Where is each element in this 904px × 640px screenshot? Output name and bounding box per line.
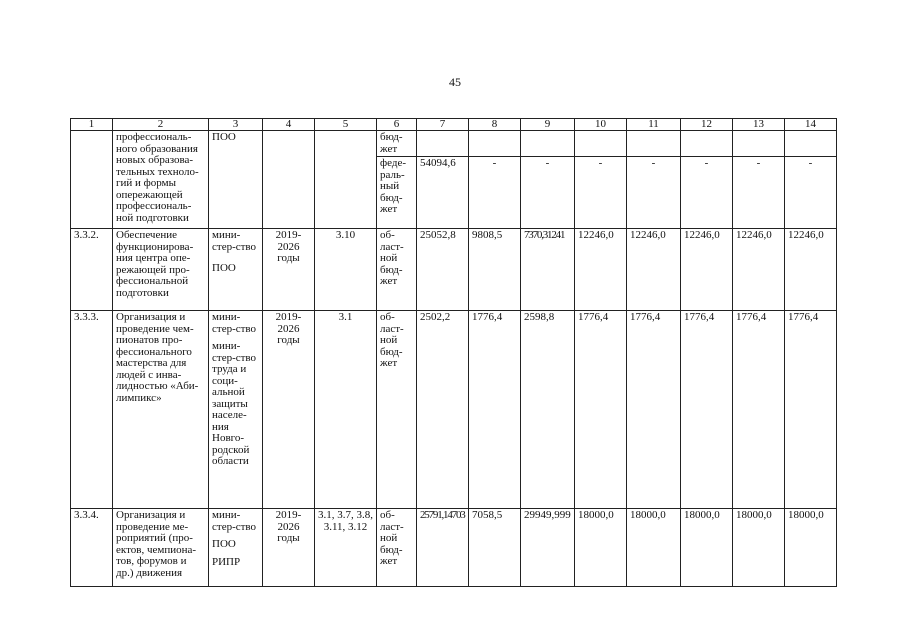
cell-value: 12246,0 [733,229,785,311]
cell-name: Организация и проведение ме-роприятий (про-ектов, чемпиона-тов, форумов и др.) движения [113,509,209,587]
col-header: 7 [417,119,469,131]
cell-value: - [469,157,521,229]
cell-term: 2019-2026 годы [263,311,315,509]
cell-value: 18000,0 [627,509,681,587]
cell-indicator: 3.1 [315,311,377,509]
cell-value: 54094,6 [417,157,469,229]
executor-line: мини-стер-ство [212,509,257,533]
col-header: 8 [469,119,521,131]
table-row [71,509,837,587]
cell-value: 12246,0 [785,229,837,311]
cell-term: 2019-2026 годы [263,229,315,311]
cell-executor [209,229,263,311]
cell-value [469,131,521,157]
cell-value: 18000,0 [575,509,627,587]
cell-value: 12246,0 [575,229,627,311]
cell-name: Организация и проведение чем-пионатов про-фессионального мастерства для людей с инва-лидностью «Аби-лимпикс» [113,311,209,509]
cell-value: 9808,5 [469,229,521,311]
cell-value: 1776,4 [627,311,681,509]
cell-source: об-ласт-ной бюд-жет [377,509,417,587]
cell-value: - [575,157,627,229]
executor-line: ПОО [212,538,236,550]
cell-value: 12246,0 [627,229,681,311]
cell-value [681,131,733,157]
cell-executor: ПОО [209,131,263,229]
cell-indicator: 3.10 [315,229,377,311]
cell-num: 3.3.3. [71,311,113,509]
cell-term: 2019-2026 годы [263,509,315,587]
cell-value: - [681,157,733,229]
cell-term [263,131,315,229]
cell-value: 2598,8 [521,311,575,509]
col-header: 11 [627,119,681,131]
executor-line: мини-стер-ство труда и соци-альной защиты населе-ния Новго-родской области [212,340,257,467]
col-header: 3 [209,119,263,131]
cell-value [575,131,627,157]
col-header: 10 [575,119,627,131]
cell-name: профессиональ-ного образования новых образова-тельных техноло-гий и формы опережающей профессиональ-ной подготовки [113,131,209,229]
col-header: 4 [263,119,315,131]
cell-source: об-ласт-ной бюд-жет [377,311,417,509]
cell-value [785,131,837,157]
cell-value: 18000,0 [733,509,785,587]
cell-source: об-ласт-ной бюд-жет [377,229,417,311]
cell-value: 7370,31241 [521,229,575,311]
col-header: 9 [521,119,575,131]
cell-value: - [785,157,837,229]
executor-line: ПОО [212,262,236,274]
cell-value [417,131,469,157]
table-row [71,311,837,509]
cell-name: Обеспечение функционирова-ния центра опе-режающей про-фессиональной подготовки [113,229,209,311]
column-number-row [71,119,837,131]
col-header: 5 [315,119,377,131]
cell-value: 2502,2 [417,311,469,509]
cell-value: - [627,157,681,229]
page-number: 45 [449,75,461,89]
cell-value: 29949,999 [521,509,575,587]
cell-value [521,131,575,157]
cell-num [71,131,113,229]
cell-source: бюд-жет [377,131,417,157]
cell-indicator: 3.1, 3.7, 3.8, 3.11, 3.12 [315,509,377,587]
table-row [71,131,837,157]
cell-indicator [315,131,377,229]
cell-value: 18000,0 [681,509,733,587]
executor-line: РИПР [212,555,241,568]
table-row [71,229,837,311]
cell-value: 25791,14703 [417,509,469,587]
cell-value: 12246,0 [681,229,733,311]
col-header: 14 [785,119,837,131]
cell-value: 1776,4 [575,311,627,509]
cell-value: - [733,157,785,229]
cell-value: - [521,157,575,229]
cell-value: 7058,5 [469,509,521,587]
cell-source: феде-раль-ный бюд-жет [377,157,417,229]
cell-executor [209,509,263,587]
cell-value: 25052,8 [417,229,469,311]
col-header: 12 [681,119,733,131]
executor-line: мини-стер-ство [212,311,257,335]
cell-executor [209,311,263,509]
cell-value [733,131,785,157]
cell-num: 3.3.2. [71,229,113,311]
program-table [70,118,837,587]
cell-value [627,131,681,157]
col-header: 2 [113,119,209,131]
col-header: 13 [733,119,785,131]
cell-value: 1776,4 [469,311,521,509]
executor-line: мини-стер-ство [212,229,257,253]
cell-value: 1776,4 [733,311,785,509]
cell-num: 3.3.4. [71,509,113,587]
cell-value: 18000,0 [785,509,837,587]
cell-value: 1776,4 [681,311,733,509]
col-header: 6 [377,119,417,131]
cell-value: 1776,4 [785,311,837,509]
col-header: 1 [71,119,113,131]
